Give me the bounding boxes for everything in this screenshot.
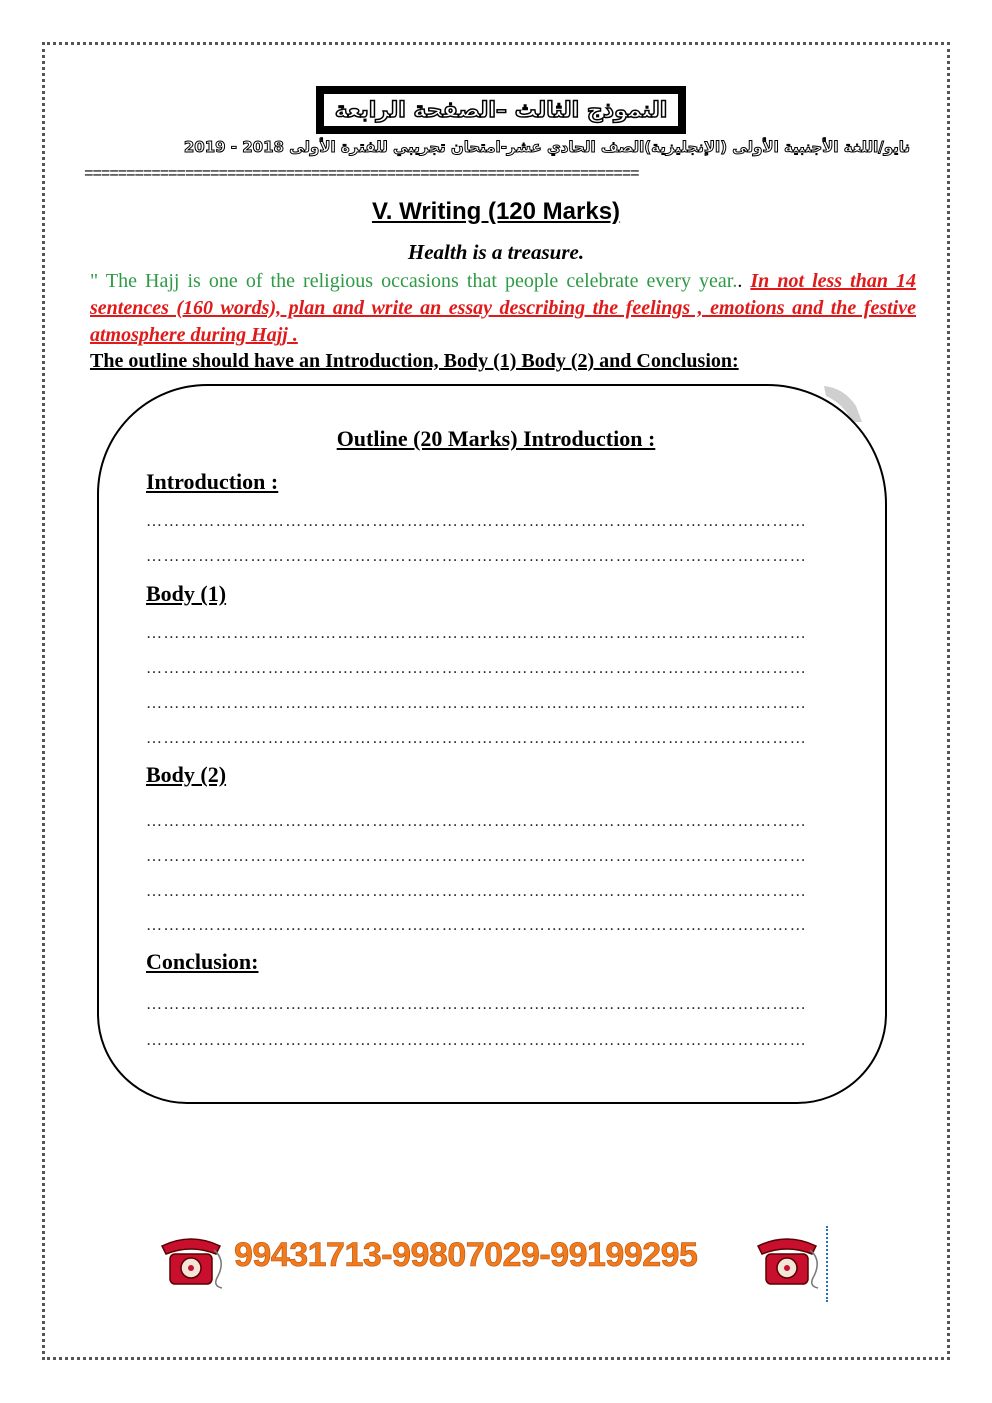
essay-prompt <box>90 268 916 349</box>
body1-line-3[interactable]: …………………………………………………………………………………………………… <box>146 695 808 712</box>
introduction-line-1[interactable]: …………………………………………………………………………………………………… <box>146 513 808 530</box>
body1-label: Body (1) <box>146 581 227 606</box>
body2-line-1[interactable]: …………………………………………………………………………………………………… <box>146 813 808 830</box>
phone-numbers: 99431713-99807029-99199295 <box>234 1236 698 1274</box>
body1-line-4[interactable]: …………………………………………………………………………………………………… <box>146 730 808 747</box>
body2-line-2[interactable]: …………………………………………………………………………………………………… <box>146 848 808 865</box>
prompt-task: In not less than 14 sentences (160 words), plan and write an essay describing the feelings , emotions and the festive atmosphere during Hajj . <box>90 270 917 346</box>
section-subtitle: Health is a treasure. <box>407 240 585 264</box>
outline-instruction: The outline should have an Introduction, Body (1) Body (2) and Conclusion: <box>90 350 739 372</box>
contact-footer <box>150 1222 840 1310</box>
body1-line-2[interactable]: …………………………………………………………………………………………………… <box>146 660 808 677</box>
prompt-separator: . <box>737 270 751 292</box>
telephone-icon <box>156 1230 226 1290</box>
section-title: V. Writing (120 Marks) <box>371 198 621 225</box>
dotted-separator <box>826 1226 830 1302</box>
conclusion-line-1[interactable]: …………………………………………………………………………………………………… <box>146 996 808 1013</box>
prompt-intro: " The Hajj is one of the religious occasions that people celebrate every year. <box>90 270 738 292</box>
page-title: النموذج الثالث –الصفحة الرابعة <box>323 93 679 127</box>
introduction-label: Introduction : <box>146 469 279 494</box>
exam-subheader: نايو/اللغة الأجنبية الأولى (الإنجليزية)الصف الحادي عشر-امتحان تجريبي للفترة الأولى 2018 - 2019 <box>183 138 910 156</box>
body1-line-1[interactable]: …………………………………………………………………………………………………… <box>146 625 808 642</box>
telephone-icon <box>752 1230 822 1290</box>
conclusion-label: Conclusion: <box>146 949 259 974</box>
introduction-line-2[interactable]: …………………………………………………………………………………………………… <box>146 548 808 565</box>
body2-line-4[interactable]: …………………………………………………………………………………………………… <box>146 917 808 934</box>
outline-heading: Outline (20 Marks) Introduction : <box>336 426 656 451</box>
page-title-box <box>316 86 686 134</box>
header-divider: ================================================================== <box>84 166 639 182</box>
body2-line-3[interactable]: …………………………………………………………………………………………………… <box>146 883 808 900</box>
conclusion-line-2[interactable]: …………………………………………………………………………………………………… <box>146 1032 808 1049</box>
body2-label: Body (2) <box>146 762 227 787</box>
